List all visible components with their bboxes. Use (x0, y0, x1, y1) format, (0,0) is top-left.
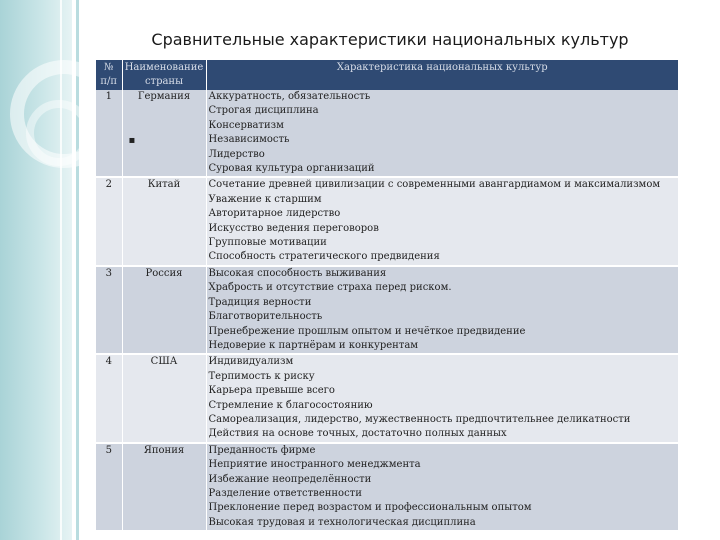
trait-item: Самореализация, лидерство, мужественность предпочтительнее деликатности (208, 413, 631, 425)
trait-item: Разделение ответственности (208, 487, 362, 499)
table-row (96, 90, 678, 177)
trait-item: Строгая дисциплина (208, 105, 319, 117)
trait-item: Суровая культура организаций (208, 163, 375, 175)
country-name: Китай (122, 177, 206, 265)
trait-item: Способность стратегического предвидения (208, 251, 440, 263)
trait-item: Благотворительность (208, 311, 323, 323)
table-row (96, 266, 678, 354)
trait-item: Независимость (208, 134, 290, 146)
decorative-ring (26, 100, 92, 166)
header-traits: Характеристика национальных культур (206, 60, 678, 90)
table-row (96, 177, 678, 265)
trait-item: Искусство ведения переговоров (208, 222, 379, 234)
country-name: Россия (122, 266, 206, 354)
country-name: США (122, 354, 206, 442)
trait-item: Храбрость и отсутствие страха перед риском. (208, 282, 452, 294)
culture-comparison-table (96, 60, 678, 532)
trait-item: Высокая трудовая и технологическая дисциплина (208, 516, 476, 528)
slide-title: Сравнительные характеристики национальных культур (151, 30, 629, 49)
trait-item: Индивидуализм (208, 356, 294, 368)
traits-cell (206, 266, 678, 354)
row-number: 4 (96, 354, 122, 442)
trait-item: Неприятие иностранного менеджмента (208, 459, 421, 471)
header-num: № п/п (96, 60, 122, 90)
traits-cell (206, 443, 678, 531)
trait-item: Консерватизм (208, 119, 284, 131)
table-header-row (96, 60, 678, 90)
trait-item: Высокая способность выживания (208, 267, 387, 279)
trait-item: Авторитарное лидерство (208, 208, 341, 220)
traits-cell (206, 177, 678, 265)
header-country: Наименование страны (122, 60, 206, 90)
country-name: Германия (137, 91, 191, 102)
traits-cell (206, 90, 678, 177)
traits-cell (206, 354, 678, 442)
table-row (96, 443, 678, 531)
row-number: 1 (96, 90, 122, 177)
trait-item: Недоверие к партнёрам и конкурентам (208, 339, 419, 351)
trait-item: Стремление к благосостоянию (208, 399, 373, 411)
trait-item: Традиция верности (208, 296, 312, 308)
trait-item: Сочетание древней цивилизации с современными авангардиамом и максимализмом (208, 179, 661, 191)
country-name: Япония (122, 443, 206, 531)
row-number: 2 (96, 177, 122, 265)
trait-item: Избежание неопределённости (208, 473, 372, 485)
country-cell (122, 90, 206, 177)
trait-item: Преклонение перед возрастом и профессиональным опытом (208, 502, 532, 514)
table-row (96, 354, 678, 442)
trait-item: Уважение к старшим (208, 193, 322, 205)
trait-item: Пренебрежение прошлым опытом и нечёткое предвидение (208, 325, 526, 337)
trait-item: Групповые мотивации (208, 237, 327, 249)
row-number: 5 (96, 443, 122, 531)
trait-item: Преданность фирме (208, 444, 316, 456)
trait-item: Терпимость к риску (208, 370, 315, 382)
row-number: 3 (96, 266, 122, 354)
bullet-icon: ▪ (128, 135, 136, 147)
trait-item: Аккуратность, обязательность (208, 91, 371, 102)
trait-item: Лидерство (208, 148, 265, 160)
trait-item: Карьера превыше всего (208, 385, 335, 397)
trait-item: Действия на основе точных, достаточно полных данных (208, 428, 507, 440)
